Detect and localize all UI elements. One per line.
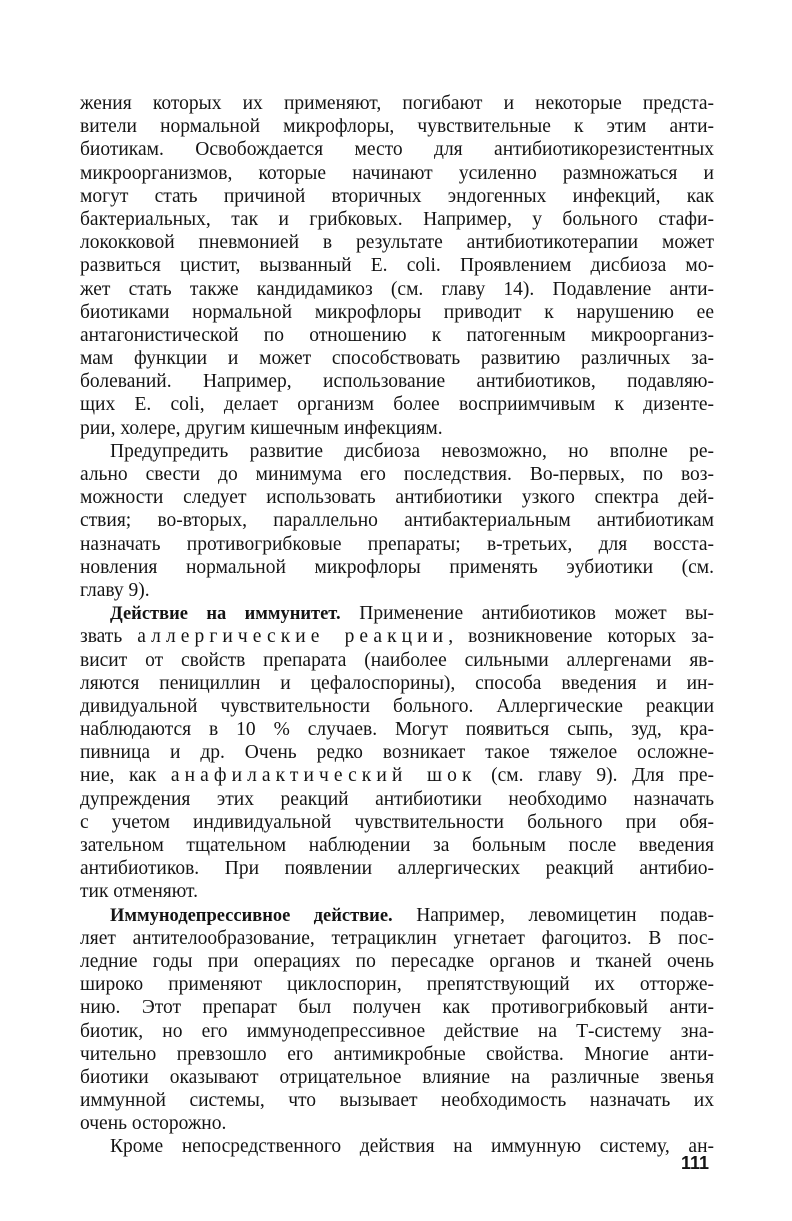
text-line: зательном тщательном наблюдении за больным после введения (80, 835, 714, 856)
text-line: ствия; во-вторых, параллельно антибактериальным антибиотикам (80, 510, 714, 532)
text-line: нию. Этот препарат был получен как противогрибковый анти- (80, 997, 714, 1019)
text-span: , возникновение которых за- (448, 626, 715, 648)
text-line: болеваний. Например, использование антибиотиков, подавляю- (80, 371, 714, 393)
text-line: назначать противогрибковые препараты; в-третьих, для восста- (80, 533, 714, 555)
text-line: с учетом индивидуальной чувствительности больного при обя- (80, 811, 714, 833)
text-line: антибиотиков. При появлении аллергических реакций антибио- (80, 858, 714, 880)
text-line: можности следует использовать антибиотики узкого спектра дей- (80, 487, 714, 509)
text-line: микроорганизмов, которые начинают усиленно размножаться и (80, 162, 714, 184)
text-line: Кроме непосредственного действия на иммунную систему, ан- (110, 1136, 714, 1158)
text-line: щих E. coli, делает организм более восприимчивым к дизенте- (80, 394, 714, 416)
text-line: тик отменяют. (80, 881, 198, 903)
page-body-text (80, 92, 714, 1159)
text-line (80, 764, 714, 787)
text-line: дупреждения этих реакций антибиотики необходимо назначать (80, 788, 714, 810)
text-line: жет стать также кандидамикоз (см. главу 14). Подавление анти- (80, 278, 714, 300)
text-line: иммунной системы, что вызывает необходимость назначать их (80, 1090, 714, 1112)
text-line: пивница и др. Очень редко возникает такое тяжелое осложне- (80, 742, 714, 764)
text-line: могут стать причиной вторичных эндогенных инфекций, как (80, 185, 714, 207)
text-line: ально свести до минимума его последствия. Во-первых, по воз- (80, 464, 714, 485)
text-line: антагонистической по отношению к патогенным микроорганиз- (80, 324, 714, 346)
text-line (80, 625, 714, 648)
spaced-term: аллергические реакции (137, 626, 449, 648)
text-line: очень осторожно. (80, 1113, 227, 1135)
text-line: ляет антителообразование, тетрациклин угнетает фагоцитоз. В пос- (80, 927, 714, 949)
text-span: Например, левомицетин подав- (392, 904, 714, 926)
text-line: развиться цистит, вызванный E. coli. Проявлением дисбиоза мо- (80, 255, 714, 277)
text-line: наблюдаются в 10 % случаев. Могут появиться сыпь, зуд, кра- (80, 719, 714, 741)
text-line: ледние годы при операциях по пересадке органов и тканей очень (80, 950, 714, 972)
spaced-term: анафилактический шок (170, 765, 477, 787)
text-line: рии, холере, другим кишечным инфекциям. (80, 417, 443, 439)
section-heading-immunity: Действие на иммунитет. (110, 604, 341, 625)
text-line: жения которых их применяют, погибают и некоторые предста- (80, 93, 714, 114)
text-line (80, 602, 714, 625)
text-line: висит от свойств препарата (наиболее сильными аллергенами яв- (80, 649, 714, 671)
text-span: ние, как (80, 765, 171, 787)
text-line: мам функции и может способствовать развитию различных за- (80, 348, 714, 370)
text-span: (см. главу 9). Для пре- (476, 765, 715, 787)
text-line: вители нормальной микрофлоры, чувствительные к этим анти- (80, 116, 714, 138)
text-line: новления нормальной микрофлоры применять эубиотики (см. (80, 556, 714, 578)
text-span: Применение антибиотиков может вы- (340, 603, 714, 625)
text-line: биотиками нормальной микрофлоры приводит к нарушению ее (80, 301, 714, 323)
text-line: дивидуальной чувствительности больного. Аллергические реакции (80, 695, 714, 717)
page-number: 111 (681, 1153, 710, 1173)
text-line (80, 904, 714, 927)
text-line: главу 9). (80, 579, 150, 601)
text-line: биотик, но его иммунодепрессивное действие на Т-систему зна- (80, 1020, 714, 1042)
text-line: чительно превзошло его антимикробные свойства. Многие анти- (80, 1043, 714, 1065)
text-line: Предупредить развитие дисбиоза невозможно, но вполне ре- (110, 440, 714, 462)
section-heading-immunodepressive: Иммунодепрессивное действие. (110, 905, 393, 926)
text-line: лококковой пневмонией в результате антибиотикотерапии может (80, 232, 714, 254)
text-line: ляются пенициллин и цефалоспорины), способа введения и ин- (80, 672, 714, 694)
text-line: биотикам. Освобождается место для антибиотикорезистентных (80, 139, 714, 161)
text-line: биотики оказывают отрицательное влияние на различные звенья (80, 1066, 714, 1088)
text-line: бактериальных, так и грибковых. Например, у больного стафи- (80, 208, 714, 230)
text-line: широко применяют циклоспорин, препятствующий их отторже- (80, 974, 714, 996)
text-span: звать (80, 626, 138, 648)
